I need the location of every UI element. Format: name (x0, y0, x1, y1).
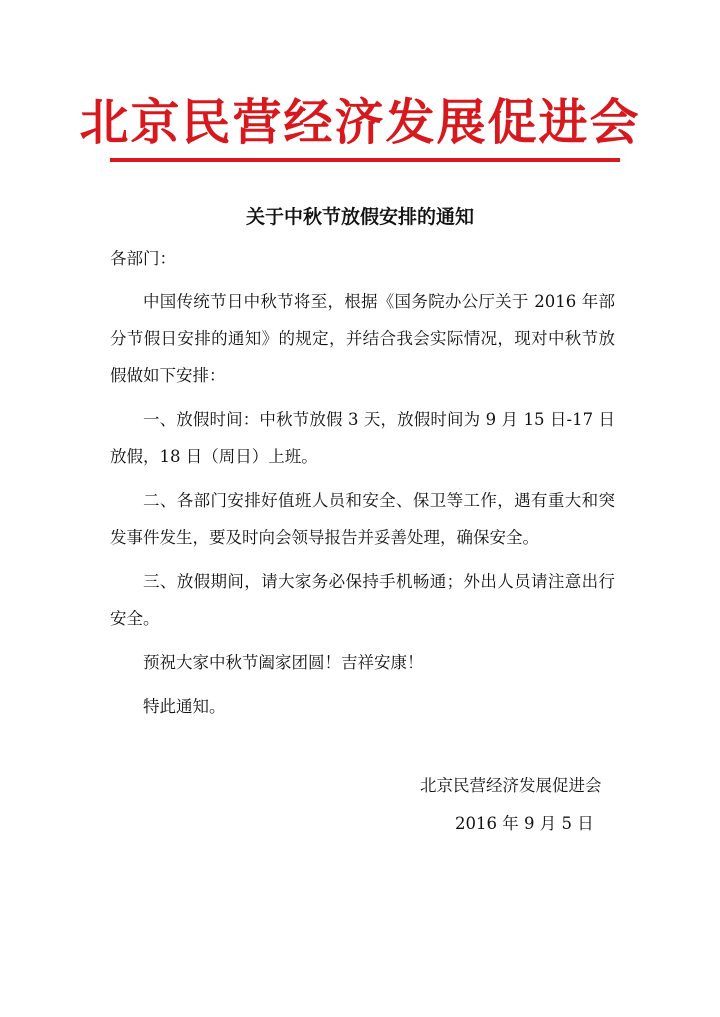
signature-date: 2016 年 9 月 5 日 (455, 814, 594, 833)
salutation: 各部门： (110, 249, 176, 268)
letterhead-title: 北京民营经济发展促进会 (79, 93, 641, 151)
holiday-time-paragraph: 一、放假时间：中秋节放假 3 天，放假时间为 9 月 15 日-17 日放假，18 日（周日）上班。 (110, 410, 615, 466)
duty-arrangement-paragraph: 二、各部门安排好值班人员和安全、保卫等工作，遇有重大和突发事件发生，要及时向会领导报告并妥善处理，确保安全。 (110, 491, 615, 547)
intro-paragraph: 中国传统节日中秋节将至，根据《国务院办公厅关于 2016 年部分节假日安排的通知》的规定，并结合我会实际情况，现对中秋节放假做如下安排： (110, 292, 615, 385)
safety-reminder-paragraph: 三、放假期间，请大家务必保持手机畅通；外出人员请注意出行安全。 (110, 572, 615, 628)
letterhead-divider (110, 158, 620, 162)
notice-title: 关于中秋节放假安排的通知 (245, 206, 474, 228)
signature-organization: 北京民营经济发展促进会 (420, 776, 602, 795)
closing-paragraph: 特此通知。 (143, 697, 226, 716)
greeting-paragraph: 预祝大家中秋节阖家团圆！吉祥安康！ (143, 653, 424, 672)
notice-body (110, 240, 615, 725)
